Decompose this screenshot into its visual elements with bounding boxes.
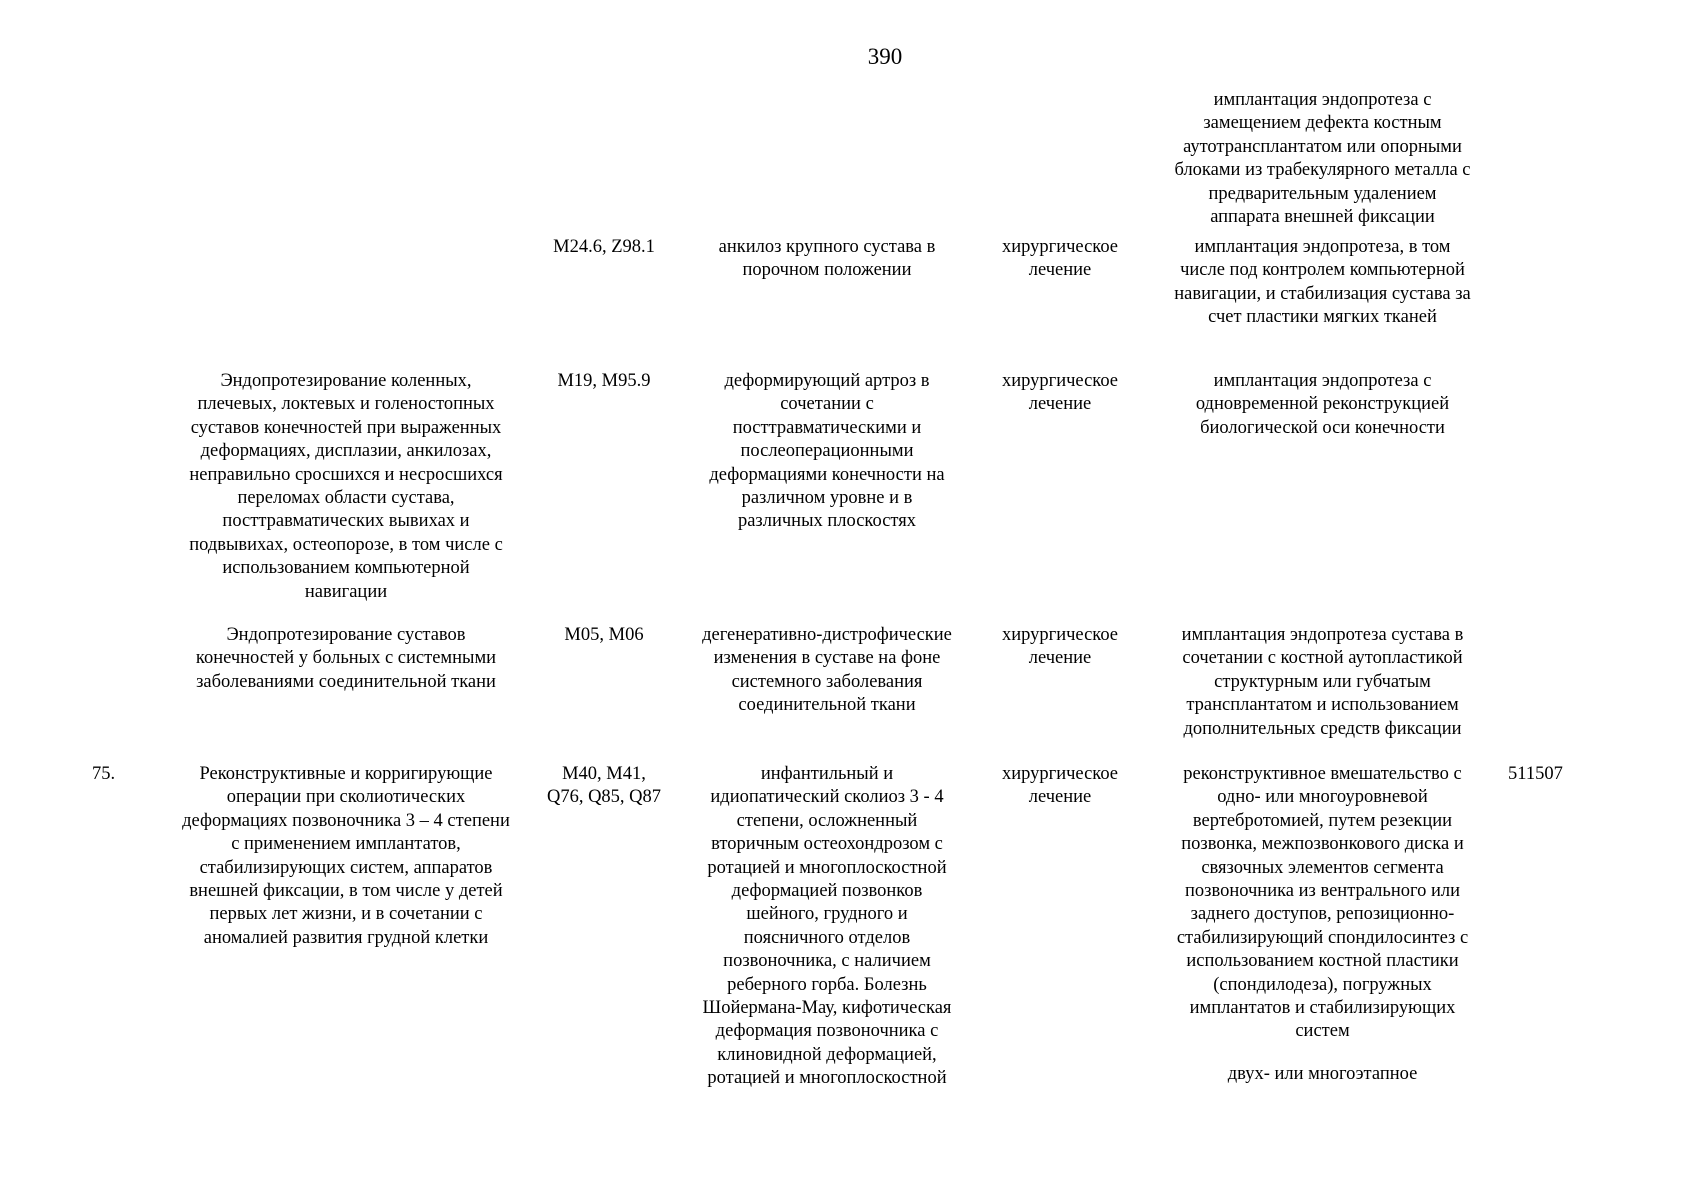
treatment-type-cell: хирургическое лечение [1001, 237, 1119, 281]
diagnosis-cell: инфантильный и идиопатический сколиоз 3 - 4 степени, осложненный вторичным остеохондрозом с ротацией и многоплоскостной деформацией позвонков шейного, грудного и поясничного отделов позвоночника, с наличием реберного горба. Болезнь Шойермана-Мау, кифотическая деформация позвоночника с клиновидной деформацией, ротацией и многоплоскостной [702, 764, 952, 1089]
treatment-type-cell: хирургическое лечение [1001, 625, 1119, 669]
method-cell: реконструктивное вмешательство с одно- или многоуровневой вертебротомией, путем резекции позвонка, межпозвонкового диска и связочных элементов сегмента позвоночника из вентрального или заднего доступов, репозиционно- стабилизирующий спондилосинтез с использованием костной пластики (спондилодеза), погружных имплантатов и стабилизирующих систем [1176, 764, 1469, 1042]
method-continued-cell: двух- или многоэтапное [1227, 1064, 1418, 1084]
icd-codes-cell: M19, M95.9 [557, 371, 651, 391]
icd-codes-cell: M40, M41, Q76, Q85, Q87 [546, 764, 662, 808]
row-number-cell: 75. [92, 764, 116, 784]
icd-codes-cell: M05, M06 [564, 625, 644, 645]
method-cell: имплантация эндопротеза с замещением дефекта костным аутотрансплантатом или опорными блоками из трабекулярного металла с предварительным удалением аппарата внешней фиксации [1174, 90, 1471, 228]
care-type-cell: Реконструктивные и корригирующие операции при сколиотических деформациях позвоночника 3 – 4 степени с применением имплантатов, стабилизирующих систем, аппаратов внешней фиксации, в том числе у детей первых лет жизни, и в сочетании с аномалией развития грудной клетки [182, 764, 510, 948]
method-cell: имплантация эндопротеза сустава в сочетании с костной аутопластикой структурным или губчатым трансплантатом и использованием дополнительных средств фиксации [1181, 625, 1464, 739]
care-type-cell: Эндопротезирование коленных, плечевых, локтевых и голеностопных суставов конечностей при выраженных деформациях, дисплазии, анкилозах, неправильно сросшихся и несросшихся переломах области сустава, посттравматических вывихах и подвывихах, остеопорозе, в том числе с использованием компьютерной навигации [189, 371, 503, 602]
icd-codes-cell: M24.6, Z98.1 [553, 237, 655, 257]
treatment-type-cell: хирургическое лечение [1001, 371, 1119, 415]
method-cell: имплантация эндопротеза, в том числе под контролем компьютерной навигации, и стабилизация сустава за счет пластики мягких тканей [1174, 237, 1471, 328]
page-number: 390 [867, 44, 903, 69]
diagnosis-cell: деформирующий артроз в сочетании с посттравматическими и послеоперационными деформациями конечности на различном уровне и в различных плоскостях [709, 371, 945, 532]
diagnosis-cell: дегенеративно-дистрофические изменения в суставе на фоне системного заболевания соединительной ткани [702, 625, 952, 716]
care-type-cell: Эндопротезирование суставов конечностей у больных с системными заболеваниями соединительной ткани [195, 625, 497, 692]
method-cell: имплантация эндопротеза с одновременной реконструкцией биологической оси конечности [1195, 371, 1450, 438]
treatment-type-cell: хирургическое лечение [1001, 764, 1119, 808]
cost-cell: 511507 [1508, 764, 1563, 784]
diagnosis-cell: анкилоз крупного сустава в порочном положении [718, 237, 936, 281]
